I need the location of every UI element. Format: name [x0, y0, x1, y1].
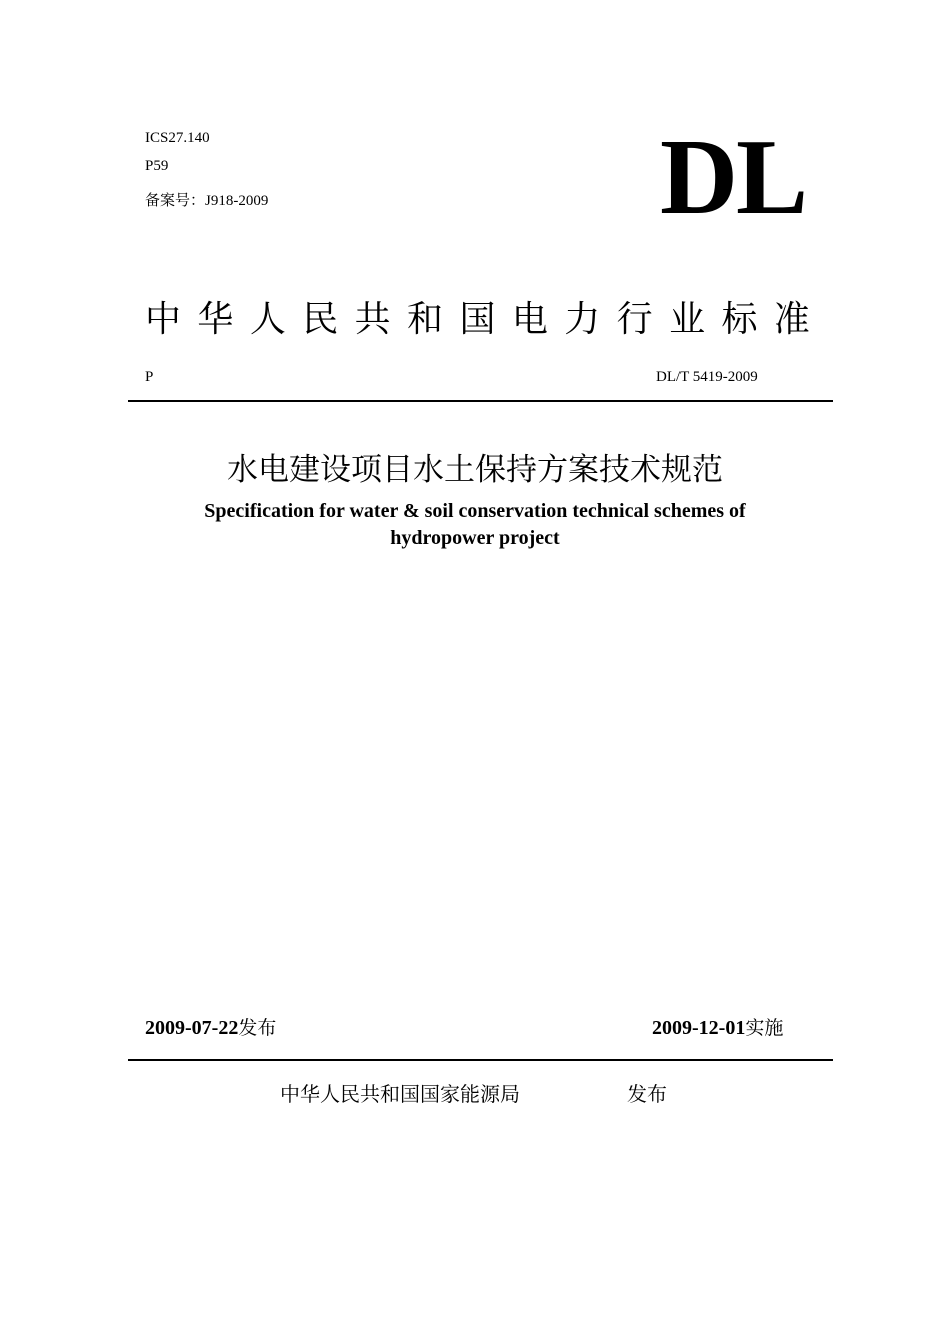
publisher-name: 中华人民共和国国家能源局: [280, 1082, 520, 1106]
standard-type-char: 中: [145, 299, 182, 340]
implementation-date: [652, 1014, 783, 1042]
standard-number: DL/T 5419-2009: [656, 369, 758, 385]
standard-type-char: 华: [197, 299, 234, 340]
standard-type-char: 行: [616, 299, 653, 340]
ccs-code: P59: [145, 158, 169, 174]
standard-type-char: 民: [302, 299, 339, 340]
category-code: P: [145, 369, 154, 385]
title-english-line-2: hydropower project: [390, 527, 560, 549]
implementation-date-value: 2009-12-01: [652, 1017, 746, 1039]
standard-type-char: 电: [511, 299, 548, 340]
implementation-date-label: 实施: [745, 1017, 784, 1039]
top-divider: [128, 400, 833, 402]
issue-date-label: 发布: [238, 1017, 277, 1039]
ics-code: ICS27.140: [145, 130, 210, 146]
standard-type-char: 标: [721, 299, 758, 340]
bottom-divider: [128, 1059, 833, 1061]
record-number: 备案号：J918-2009: [145, 193, 269, 209]
dl-logo: DL: [660, 118, 807, 237]
title-chinese: 水电建设项目水土保持方案技术规范: [227, 452, 723, 488]
standard-type-char: 人: [249, 299, 286, 340]
standard-type-char: 共: [354, 299, 391, 340]
standard-type-title: [145, 296, 810, 344]
standard-type-char: 力: [564, 299, 601, 340]
publisher-verb: 发布: [627, 1082, 667, 1106]
issue-date-value: 2009-07-22: [145, 1017, 239, 1039]
standard-type-char: 业: [669, 299, 706, 340]
title-english: [150, 498, 800, 552]
issue-date: [145, 1014, 276, 1042]
standard-type-char: 和: [407, 299, 444, 340]
standard-type-char: 准: [773, 299, 810, 340]
title-english-line-1: Specification for water & soil conservation technical schemes of: [204, 500, 746, 522]
standard-type-char: 国: [459, 299, 496, 340]
